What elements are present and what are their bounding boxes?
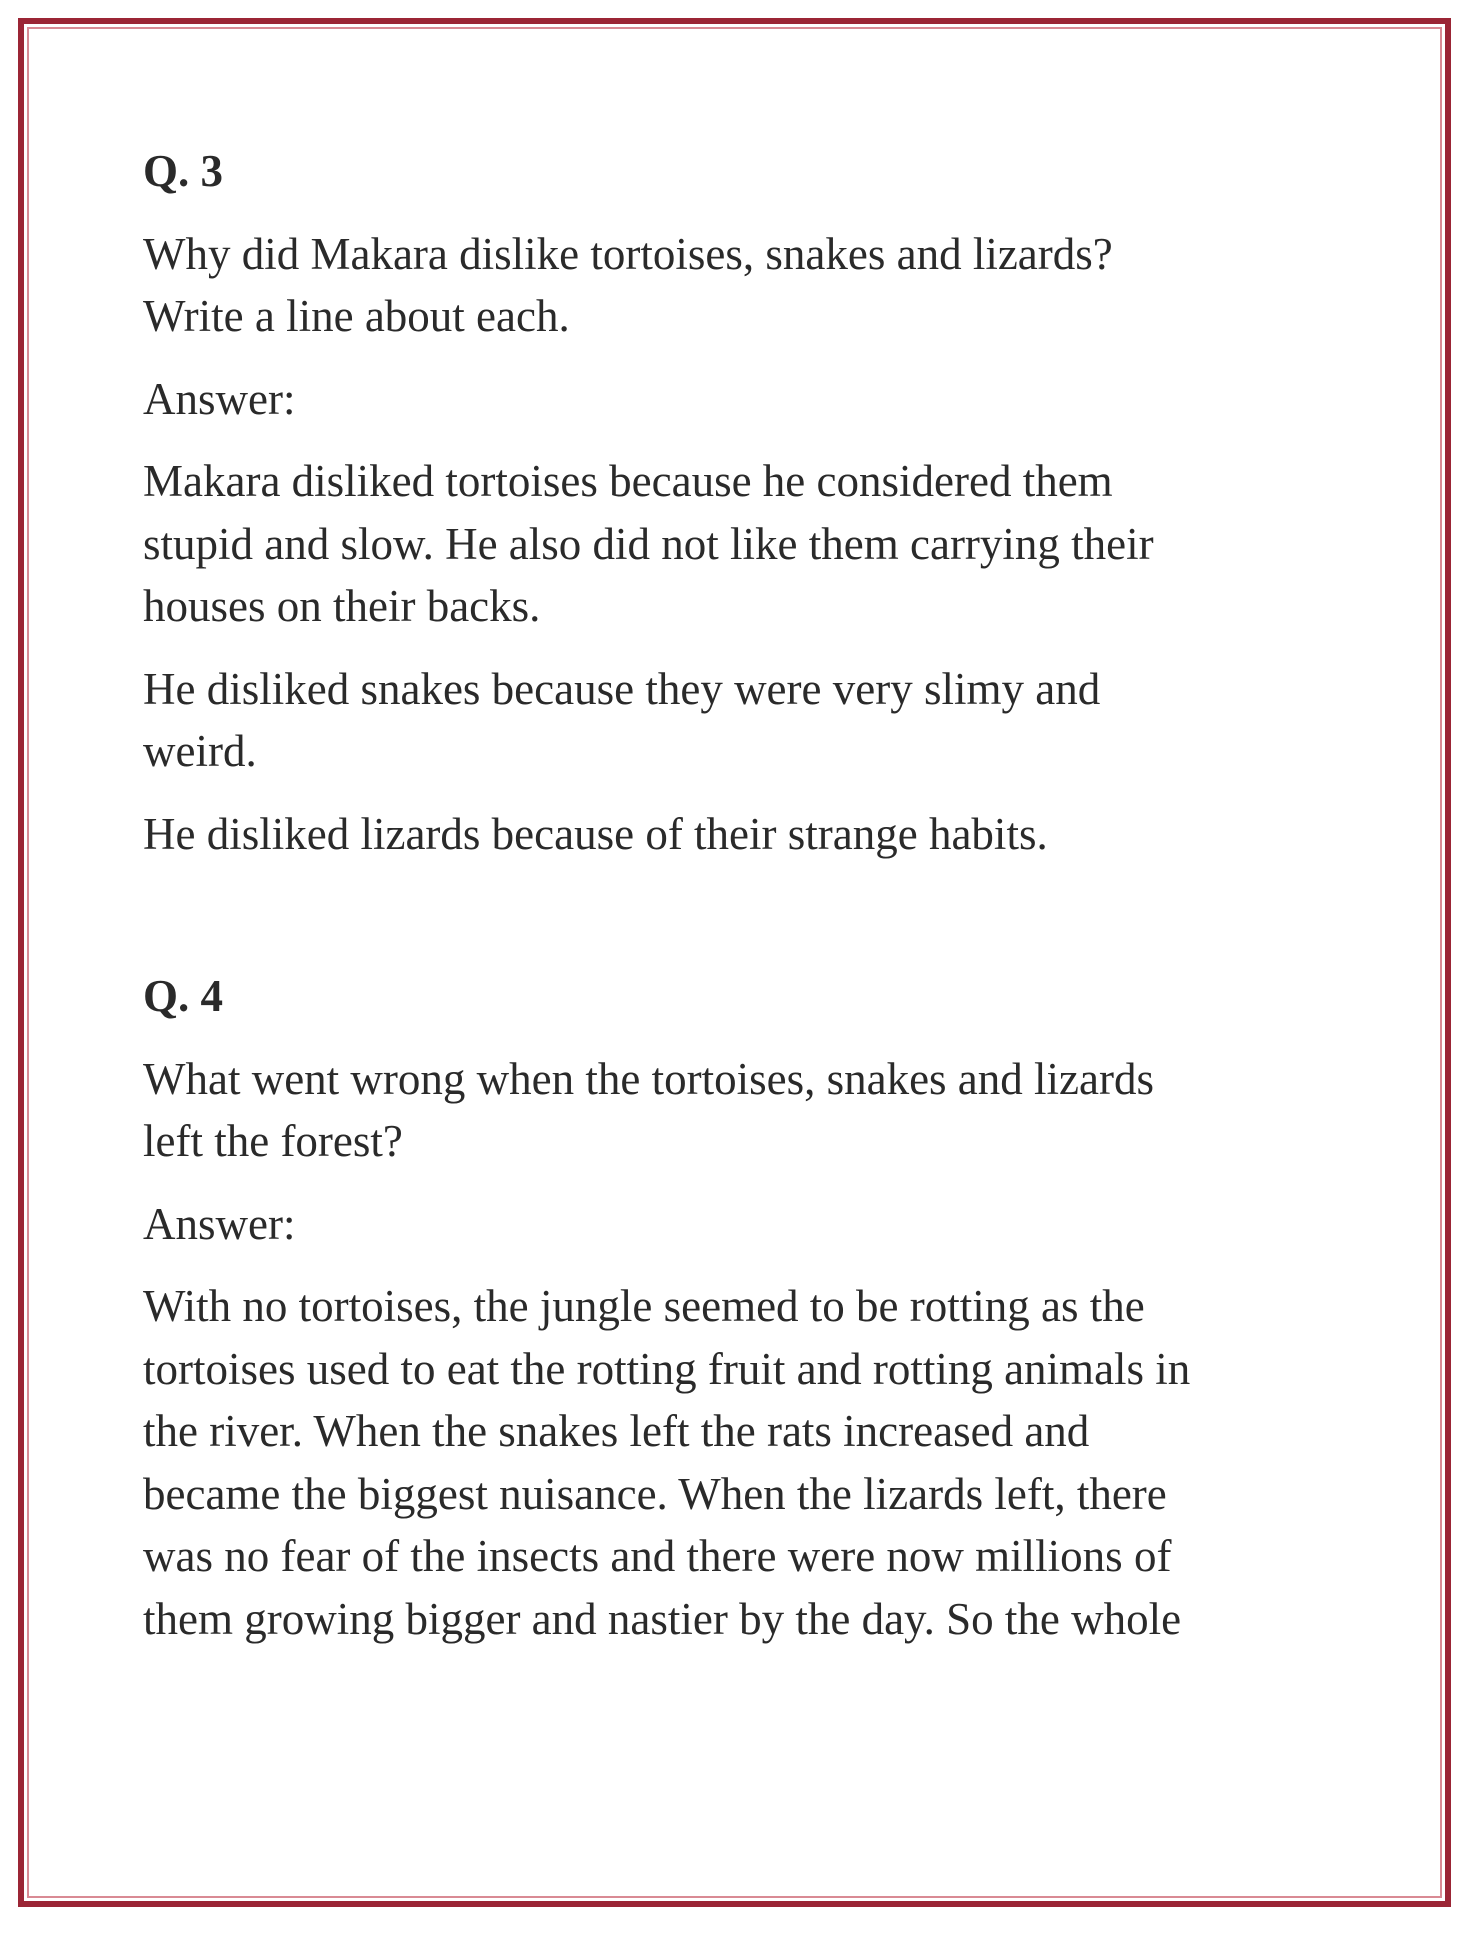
text-line: Write a line about each. xyxy=(143,291,570,341)
answer-paragraph xyxy=(143,450,1383,638)
text-line: weird. xyxy=(143,726,257,776)
text-line: left the forest? xyxy=(143,1116,403,1166)
answer-label: Answer: xyxy=(143,373,296,424)
text-line: them growing bigger and nastier by the day. So the whole xyxy=(143,1593,1182,1644)
text-line: was no fear of the insects and there were now millions of xyxy=(143,1531,1172,1581)
text-line: With no tortoises, the jungle seemed to be rotting as the xyxy=(143,1281,1145,1331)
text-line: Why did Makara dislike tortoises, snakes and lizards? xyxy=(143,228,1113,279)
question-number: Q. 3 xyxy=(143,146,224,196)
answer-label: Answer: xyxy=(143,1198,296,1249)
question-number: Q. 4 xyxy=(143,971,224,1021)
answer-paragraph xyxy=(143,803,1383,866)
text-line: What went wrong when the tortoises, snakes and lizards xyxy=(143,1053,1154,1104)
answer-paragraph xyxy=(143,1275,1383,1650)
text-line: tortoises used to eat the rotting fruit and rotting animals in xyxy=(143,1343,1191,1394)
text-line: He disliked snakes because they were very slimy and xyxy=(143,663,1101,714)
section-spacer xyxy=(143,885,1383,965)
question-4 xyxy=(143,965,1383,1650)
text-line: He disliked lizards because of their strange habits. xyxy=(143,808,1048,859)
text-line: stupid and slow. He also did not like them carrying their xyxy=(143,518,1154,569)
question-text xyxy=(143,1048,1383,1173)
text-line: became the biggest nuisance. When the lizards left, there xyxy=(143,1468,1167,1519)
question-text xyxy=(143,223,1383,348)
answer-paragraph xyxy=(143,658,1383,783)
document-body xyxy=(143,140,1383,1670)
text-line: houses on their backs. xyxy=(143,581,541,631)
text-line: the river. When the snakes left the rats increased and xyxy=(143,1406,1090,1456)
question-3 xyxy=(143,140,1383,865)
text-line: Makara disliked tortoises because he considered them xyxy=(143,456,1113,506)
